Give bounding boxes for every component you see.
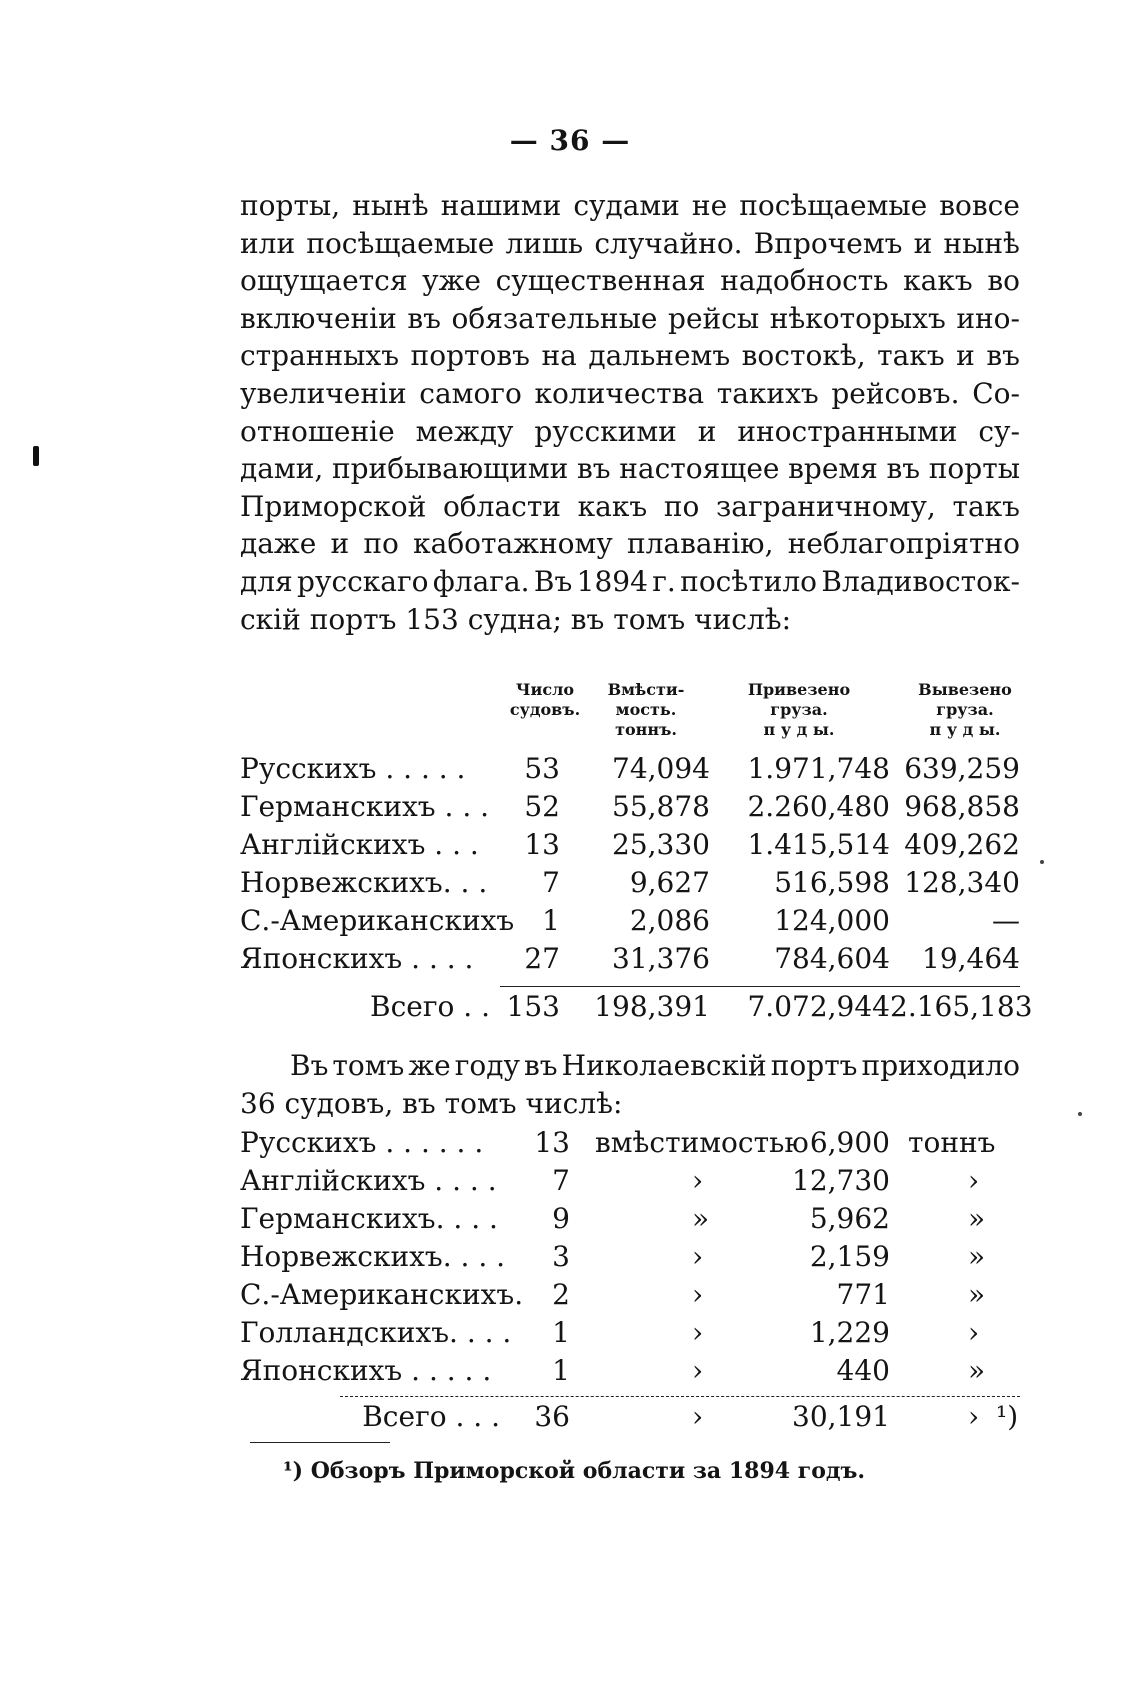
ships-count: 13 xyxy=(524,828,560,861)
row-name: С.-Американскихъ. xyxy=(240,1278,524,1311)
total-exported: 2.165,183 xyxy=(890,990,1033,1023)
imported: 124,000 xyxy=(774,904,890,937)
paragraph-1 xyxy=(240,187,1020,638)
tonnage: 25,330 xyxy=(612,828,710,861)
ditto-mark: » xyxy=(968,1354,986,1387)
ditto-mark: » xyxy=(968,1240,986,1273)
total-label: Всего . . xyxy=(370,990,490,1023)
total-row xyxy=(240,990,1033,1028)
tonnage: 771 xyxy=(836,1278,890,1311)
ditto-mark: › xyxy=(968,1400,980,1433)
text-line: или посѣщаемые лишь случайно. Впрочемъ и нынѣ xyxy=(240,226,1020,260)
ships-count: 1 xyxy=(552,1316,570,1349)
text-line: порты, нынѣ нашими судами не посѣщаемые вовсе xyxy=(240,189,1020,222)
text-line: дами, прибывающими въ настоящее время въ порты xyxy=(240,452,1020,486)
ships-count: 1 xyxy=(542,904,560,937)
exported: 639,259 xyxy=(904,752,1020,785)
exported: 409,262 xyxy=(904,828,1020,861)
table-row xyxy=(240,828,1020,866)
tonnage: 1,229 xyxy=(809,1316,890,1349)
row-name: Японскихъ . . . . xyxy=(240,942,474,975)
table-row xyxy=(240,1126,1040,1164)
total-rule xyxy=(340,1396,1020,1397)
tonnage: 6,900 xyxy=(809,1126,890,1159)
text-line: Приморской области какъ по заграничному, такъ xyxy=(240,489,1020,523)
ditto-mark: › xyxy=(968,1164,980,1197)
ditto-mark: » xyxy=(968,1278,986,1311)
exported: 968,858 xyxy=(904,790,1020,823)
ships-count: 1 xyxy=(552,1354,570,1387)
imported: 1.971,748 xyxy=(747,752,890,785)
footnote-rule xyxy=(250,1442,390,1443)
table-row xyxy=(240,866,1020,904)
total-label: Всего . . . xyxy=(362,1400,500,1433)
ships-count: 2 xyxy=(552,1278,570,1311)
text-line: скій портъ 153 судна; въ томъ числѣ: xyxy=(240,602,792,636)
row-name: Германскихъ. . . . xyxy=(240,1202,498,1235)
capacity-label: вмѣстимостью xyxy=(595,1126,809,1159)
ships-count: 3 xyxy=(552,1240,570,1273)
tonnage: 440 xyxy=(836,1354,890,1387)
ditto-mark: › xyxy=(692,1354,704,1387)
header-exported: Вывезено груза. п у д ы. xyxy=(918,680,1012,739)
imported: 784,604 xyxy=(774,942,890,975)
row-name: С.-Американскихъ xyxy=(240,904,515,937)
text-line: отношеніе между русскими и иностранными су- xyxy=(240,414,1020,448)
imported: 2.260,480 xyxy=(747,790,890,823)
table-row xyxy=(240,1316,1040,1354)
tonnage: 31,376 xyxy=(612,942,710,975)
ships-count: 27 xyxy=(524,942,560,975)
ships-count: 9 xyxy=(552,1202,570,1235)
exported: 19,464 xyxy=(922,942,1020,975)
ditto-mark: › xyxy=(692,1240,704,1273)
row-name: Норвежскихъ. . . xyxy=(240,866,488,899)
total-row xyxy=(240,1400,1040,1438)
total-imported: 7.072,944 xyxy=(747,990,890,1023)
table-row xyxy=(240,752,1020,790)
footnote xyxy=(283,1458,865,1484)
header-ships: Число судовъ. xyxy=(509,680,581,719)
row-name: Русскихъ . . . . . . xyxy=(240,1126,484,1159)
ditto-mark: › xyxy=(968,1316,980,1349)
header-tonnage: Вмѣсти- мость. тоннъ. xyxy=(607,680,685,739)
total-ships: 153 xyxy=(506,990,560,1023)
row-name: Голландскихъ. . . . xyxy=(240,1316,512,1349)
tonnage: 5,962 xyxy=(809,1202,890,1235)
text-line: 36 судовъ, въ томъ числѣ: xyxy=(240,1086,623,1120)
ditto-mark: › xyxy=(692,1316,704,1349)
exported: — xyxy=(992,904,1020,937)
row-name: Англійскихъ . . . xyxy=(240,828,479,861)
table-row xyxy=(240,790,1020,828)
footnote-text: Обзоръ Приморской области за 1894 годъ. xyxy=(310,1458,866,1484)
text-line: включеніи въ обязательные рейсы нѣкоторыхъ ино- xyxy=(240,301,1020,335)
footnote-ref: ¹) xyxy=(996,1400,1019,1433)
ditto-mark: › xyxy=(692,1278,704,1311)
paragraph-2 xyxy=(240,1047,1020,1122)
ships-count: 7 xyxy=(552,1164,570,1197)
text-line: странныхъ портовъ на дальнемъ востокѣ, такъ и въ xyxy=(240,339,1020,373)
unit: тоннъ xyxy=(908,1126,996,1159)
text-line: даже и по каботажному плаванію, неблагопріятно xyxy=(240,527,1020,561)
text-line: увеличеніи самого количества такихъ рейсовъ. Со- xyxy=(240,376,1020,410)
tonnage: 12,730 xyxy=(792,1164,890,1197)
table-row xyxy=(240,942,1020,980)
row-name: Русскихъ . . . . . xyxy=(240,752,466,785)
ditto-mark: » xyxy=(692,1202,710,1235)
ditto-mark: › xyxy=(692,1164,704,1197)
text-line: для русскаго флага. Въ 1894 г. посѣтило Владивосток- xyxy=(240,564,1020,598)
row-name: Англійскихъ . . . . xyxy=(240,1164,497,1197)
ships-count: 7 xyxy=(542,866,560,899)
total-tonnage: 198,391 xyxy=(594,990,710,1023)
total-ships: 36 xyxy=(534,1400,570,1433)
speck xyxy=(1078,1112,1082,1116)
tonnage: 55,878 xyxy=(612,790,710,823)
text-line: ощущается уже существенная надобность какъ во xyxy=(240,264,1020,298)
ships-count: 53 xyxy=(524,752,560,785)
ditto-mark: › xyxy=(692,1400,704,1433)
footnote-marker: ¹) xyxy=(283,1458,304,1484)
table-row xyxy=(240,1202,1040,1240)
header-imported: Привезено груза. п у д ы. xyxy=(747,680,851,739)
row-name: Германскихъ . . . xyxy=(240,790,490,823)
table-row xyxy=(240,904,1020,942)
exported: 128,340 xyxy=(904,866,1020,899)
imported: 516,598 xyxy=(774,866,890,899)
total-tonnage: 30,191 xyxy=(792,1400,890,1433)
tonnage: 2,086 xyxy=(629,904,710,937)
ships-count: 13 xyxy=(534,1126,570,1159)
tonnage: 2,159 xyxy=(809,1240,890,1273)
total-rule xyxy=(500,986,1020,987)
imported: 1.415,514 xyxy=(747,828,890,861)
row-name: Японскихъ . . . . . xyxy=(240,1354,492,1387)
margin-mark xyxy=(33,446,39,466)
text-line: Въ томъ же году въ Николаевскій портъ приходило xyxy=(290,1049,1020,1082)
ships-count: 52 xyxy=(524,790,560,823)
tonnage: 74,094 xyxy=(612,752,710,785)
table-row xyxy=(240,1164,1040,1202)
page-number: — 36 — xyxy=(509,124,631,157)
table-row xyxy=(240,1240,1040,1278)
row-name: Норвежскихъ. . . . xyxy=(240,1240,506,1273)
ditto-mark: » xyxy=(968,1202,986,1235)
table-row xyxy=(240,1354,1040,1392)
speck xyxy=(1040,860,1044,864)
tonnage: 9,627 xyxy=(629,866,710,899)
table-row xyxy=(240,1278,1040,1316)
